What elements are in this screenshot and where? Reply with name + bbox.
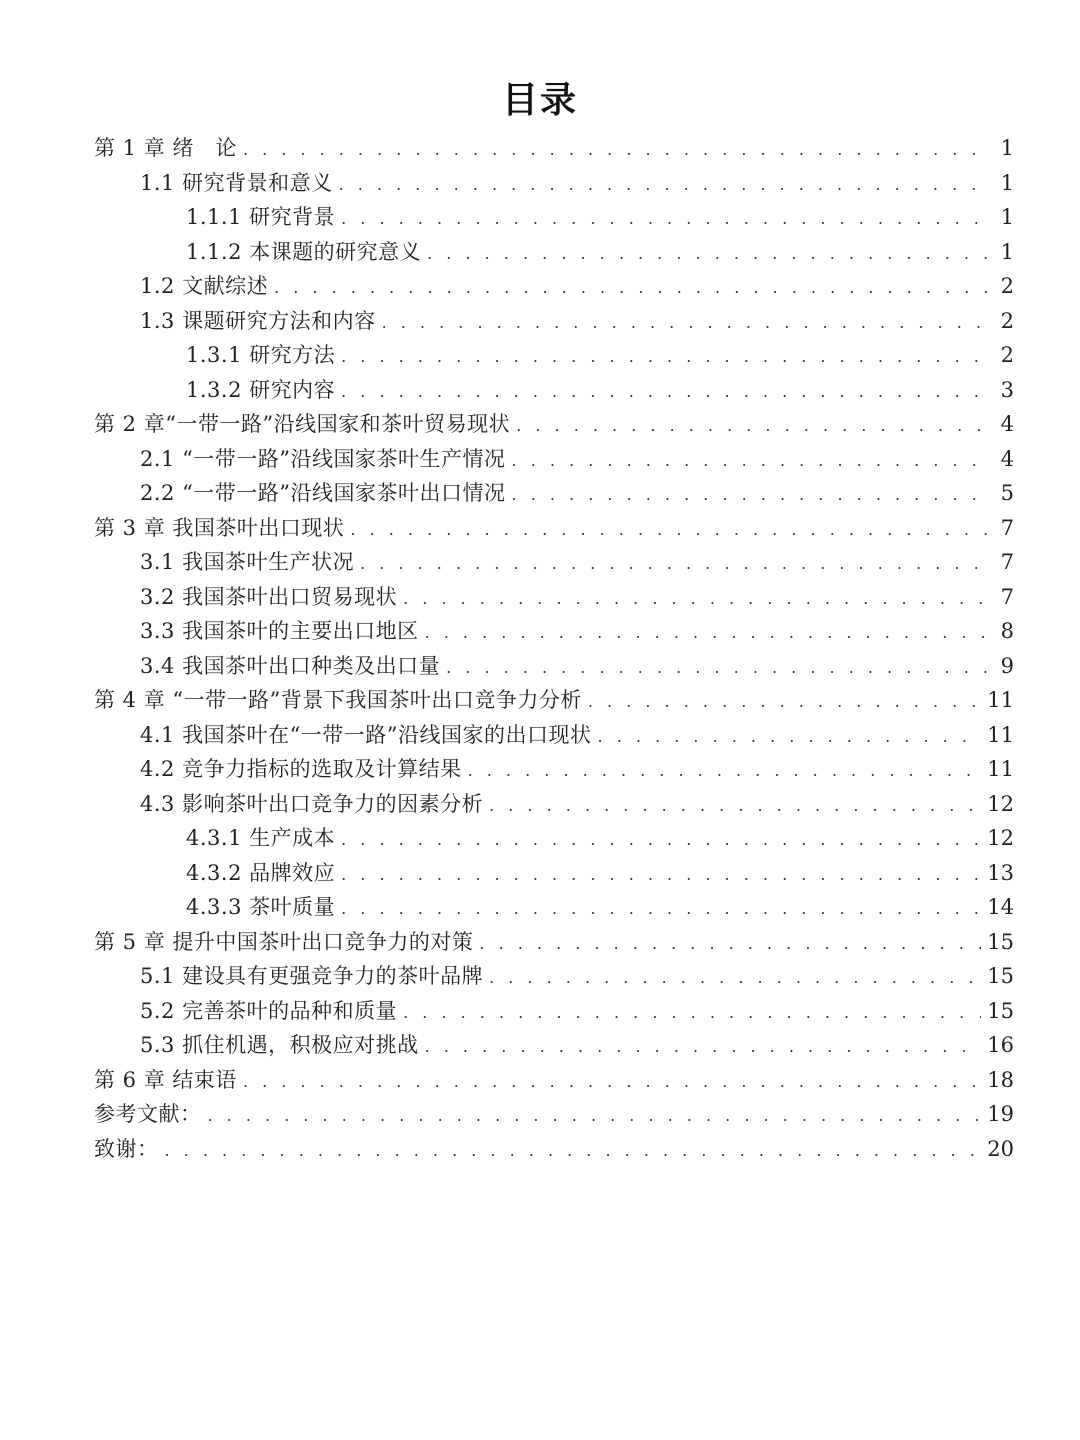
toc-entry[interactable] [94, 649, 1014, 684]
toc-leader-dots [512, 444, 990, 479]
toc-leader-dots [468, 754, 982, 789]
toc-entry-label: 4.3.1 生产成本 [186, 826, 336, 850]
toc-page-number: 1 [1000, 136, 1014, 160]
toc-page-number: 18 [987, 1067, 1014, 1092]
toc-page-number: 12 [987, 791, 1014, 816]
toc-page-number: 1 [1000, 205, 1014, 229]
toc-page-number: 15 [987, 998, 1014, 1023]
toc-entry[interactable] [94, 476, 1014, 511]
toc-entry-label: 4.3.2 品牌效应 [186, 860, 336, 885]
toc-page-number: 20 [987, 1136, 1014, 1161]
toc-entry-label: 4.1 我国茶叶在“一带一路”沿线国家的出口现状 [140, 722, 592, 747]
toc-entry-label: 5.3 抓住机遇，积极应对挑战 [140, 1033, 419, 1057]
toc-page-number: 11 [987, 757, 1014, 781]
toc-page-number: 9 [1000, 653, 1014, 678]
toc-entry[interactable] [94, 1097, 1014, 1132]
toc-entry-label: 参考文献： [94, 1102, 202, 1126]
toc-entry[interactable] [94, 1028, 1014, 1063]
toc-leader-dots [512, 478, 990, 513]
toc-page-number: 16 [987, 1033, 1014, 1057]
toc-entry-label: 第 2 章“一带一路”沿线国家和茶叶贸易现状 [94, 412, 511, 436]
toc-page-number: 15 [987, 929, 1014, 954]
toc-entry[interactable] [94, 338, 1014, 373]
toc-page-number: 11 [987, 688, 1014, 712]
toc-entry-label: 第 5 章 提升中国茶叶出口竞争力的对策 [94, 929, 474, 954]
toc-entry-label: 2.2 “一带一路”沿线国家茶叶出口情况 [140, 481, 506, 505]
toc-entry[interactable] [94, 925, 1014, 960]
toc-entry-label: 1.3 课题研究方法和内容 [140, 308, 376, 333]
toc-entry[interactable] [94, 442, 1014, 477]
toc-page-number: 1 [1000, 239, 1014, 264]
toc-page-number: 19 [987, 1102, 1014, 1126]
toc-leader-dots [341, 375, 990, 410]
toc-entry-label: 3.1 我国茶叶生产状况 [140, 550, 355, 574]
toc-leader-dots [479, 927, 981, 962]
toc-entry-label: 3.3 我国茶叶的主要出口地区 [140, 619, 419, 643]
toc-entry[interactable] [94, 1063, 1014, 1098]
toc-page-number: 8 [1000, 619, 1014, 643]
toc-entry-label: 1.1.1 研究背景 [186, 205, 336, 229]
toc-page-number: 2 [1000, 343, 1014, 367]
toc-leader-dots [425, 616, 990, 651]
toc-entry-label: 5.2 完善茶叶的品种和质量 [140, 998, 398, 1023]
toc-entry[interactable] [94, 269, 1014, 304]
toc-entry-label: 3.2 我国茶叶出口贸易现状 [140, 584, 398, 609]
toc-page-number: 4 [1000, 446, 1014, 471]
toc-leader-dots [341, 340, 990, 375]
toc-leader-dots [339, 168, 990, 203]
toc-page-number: 15 [987, 964, 1014, 988]
toc-entry-label: 第 4 章 “一带一路”背景下我国茶叶出口竞争力分析 [94, 688, 582, 712]
toc-entry-label: 致谢： [94, 1136, 159, 1161]
toc-leader-dots [341, 858, 981, 893]
toc-page-number: 7 [1000, 515, 1014, 540]
toc-leader-dots [403, 582, 990, 617]
toc-entry[interactable] [94, 614, 1014, 649]
toc-leader-dots [598, 720, 982, 755]
toc-entry[interactable] [94, 235, 1014, 270]
toc-entry-label: 第 3 章 我国茶叶出口现状 [94, 515, 345, 540]
toc-entry-label: 1.1.2 本课题的研究意义 [186, 239, 422, 264]
toc-entry[interactable] [94, 683, 1014, 718]
toc-entry[interactable] [94, 752, 1014, 787]
toc-leader-dots [516, 409, 990, 444]
toc-leader-dots [489, 789, 981, 824]
toc-leader-dots [446, 651, 990, 686]
toc-entry[interactable] [94, 304, 1014, 339]
toc-page-number: 2 [1000, 308, 1014, 333]
toc-entry[interactable] [94, 545, 1014, 580]
toc-entry-label: 2.1 “一带一路”沿线国家茶叶生产情况 [140, 446, 506, 471]
toc-page-number: 1 [1000, 170, 1014, 195]
toc-page-number: 2 [1000, 274, 1014, 298]
toc-page-number: 5 [1000, 481, 1014, 505]
toc-page-number: 11 [987, 722, 1014, 747]
toc-entry[interactable] [94, 166, 1014, 201]
page-title: 目录 [501, 80, 578, 121]
toc-entry[interactable] [94, 890, 1014, 925]
toc-entry[interactable] [94, 856, 1014, 891]
toc-entry-label: 4.3.3 茶叶质量 [186, 895, 336, 919]
toc-leader-dots [489, 961, 981, 996]
toc-leader-dots [274, 271, 990, 306]
toc-entry[interactable] [94, 821, 1014, 856]
toc-leader-dots [341, 202, 990, 237]
toc-page-number: 14 [987, 895, 1014, 919]
toc-leader-dots [208, 1099, 982, 1134]
toc-page-number: 3 [1000, 377, 1014, 402]
toc-entry[interactable] [94, 200, 1014, 235]
toc-entry[interactable] [94, 787, 1014, 822]
toc-leader-dots [341, 892, 981, 927]
toc-leader-dots [243, 1065, 981, 1100]
toc-leader-dots [382, 306, 990, 341]
toc-leader-dots [360, 547, 990, 582]
toc-entry[interactable] [94, 580, 1014, 615]
toc-page-number: 7 [1000, 584, 1014, 609]
toc-entry-label: 1.1 研究背景和意义 [140, 170, 333, 195]
toc-entry-label: 4.3 影响茶叶出口竞争力的因素分析 [140, 791, 484, 816]
toc-entry-label: 第 1 章 绪 论 [94, 136, 237, 160]
toc-leader-dots [588, 685, 981, 720]
toc-page-number: 4 [1000, 412, 1014, 436]
table-of-contents [94, 131, 1014, 1166]
toc-entry[interactable] [94, 1132, 1014, 1167]
toc-leader-dots [243, 133, 990, 168]
toc-entry[interactable] [94, 718, 1014, 753]
toc-entry-label: 1.2 文献综述 [140, 274, 269, 298]
toc-leader-dots [165, 1134, 982, 1169]
toc-entry-label: 4.2 竞争力指标的选取及计算结果 [140, 757, 462, 781]
toc-leader-dots [403, 996, 981, 1031]
toc-leader-dots [427, 237, 990, 272]
toc-page-number: 12 [987, 826, 1014, 850]
toc-entry[interactable] [94, 407, 1014, 442]
toc-leader-dots [350, 513, 990, 548]
toc-entry[interactable] [94, 959, 1014, 994]
toc-leader-dots [341, 823, 981, 858]
toc-entry-label: 第 6 章 结束语 [94, 1067, 237, 1092]
toc-leader-dots [425, 1030, 982, 1065]
toc-entry-label: 1.3.2 研究内容 [186, 377, 336, 402]
toc-entry-label: 1.3.1 研究方法 [186, 343, 336, 367]
toc-entry[interactable] [94, 131, 1014, 166]
toc-entry[interactable] [94, 373, 1014, 408]
toc-entry-label: 5.1 建设具有更强竞争力的茶叶品牌 [140, 964, 484, 988]
toc-entry[interactable] [94, 511, 1014, 546]
toc-entry-label: 3.4 我国茶叶出口种类及出口量 [140, 653, 441, 678]
toc-page-number: 7 [1000, 550, 1014, 574]
toc-entry[interactable] [94, 994, 1014, 1029]
toc-page-number: 13 [987, 860, 1014, 885]
